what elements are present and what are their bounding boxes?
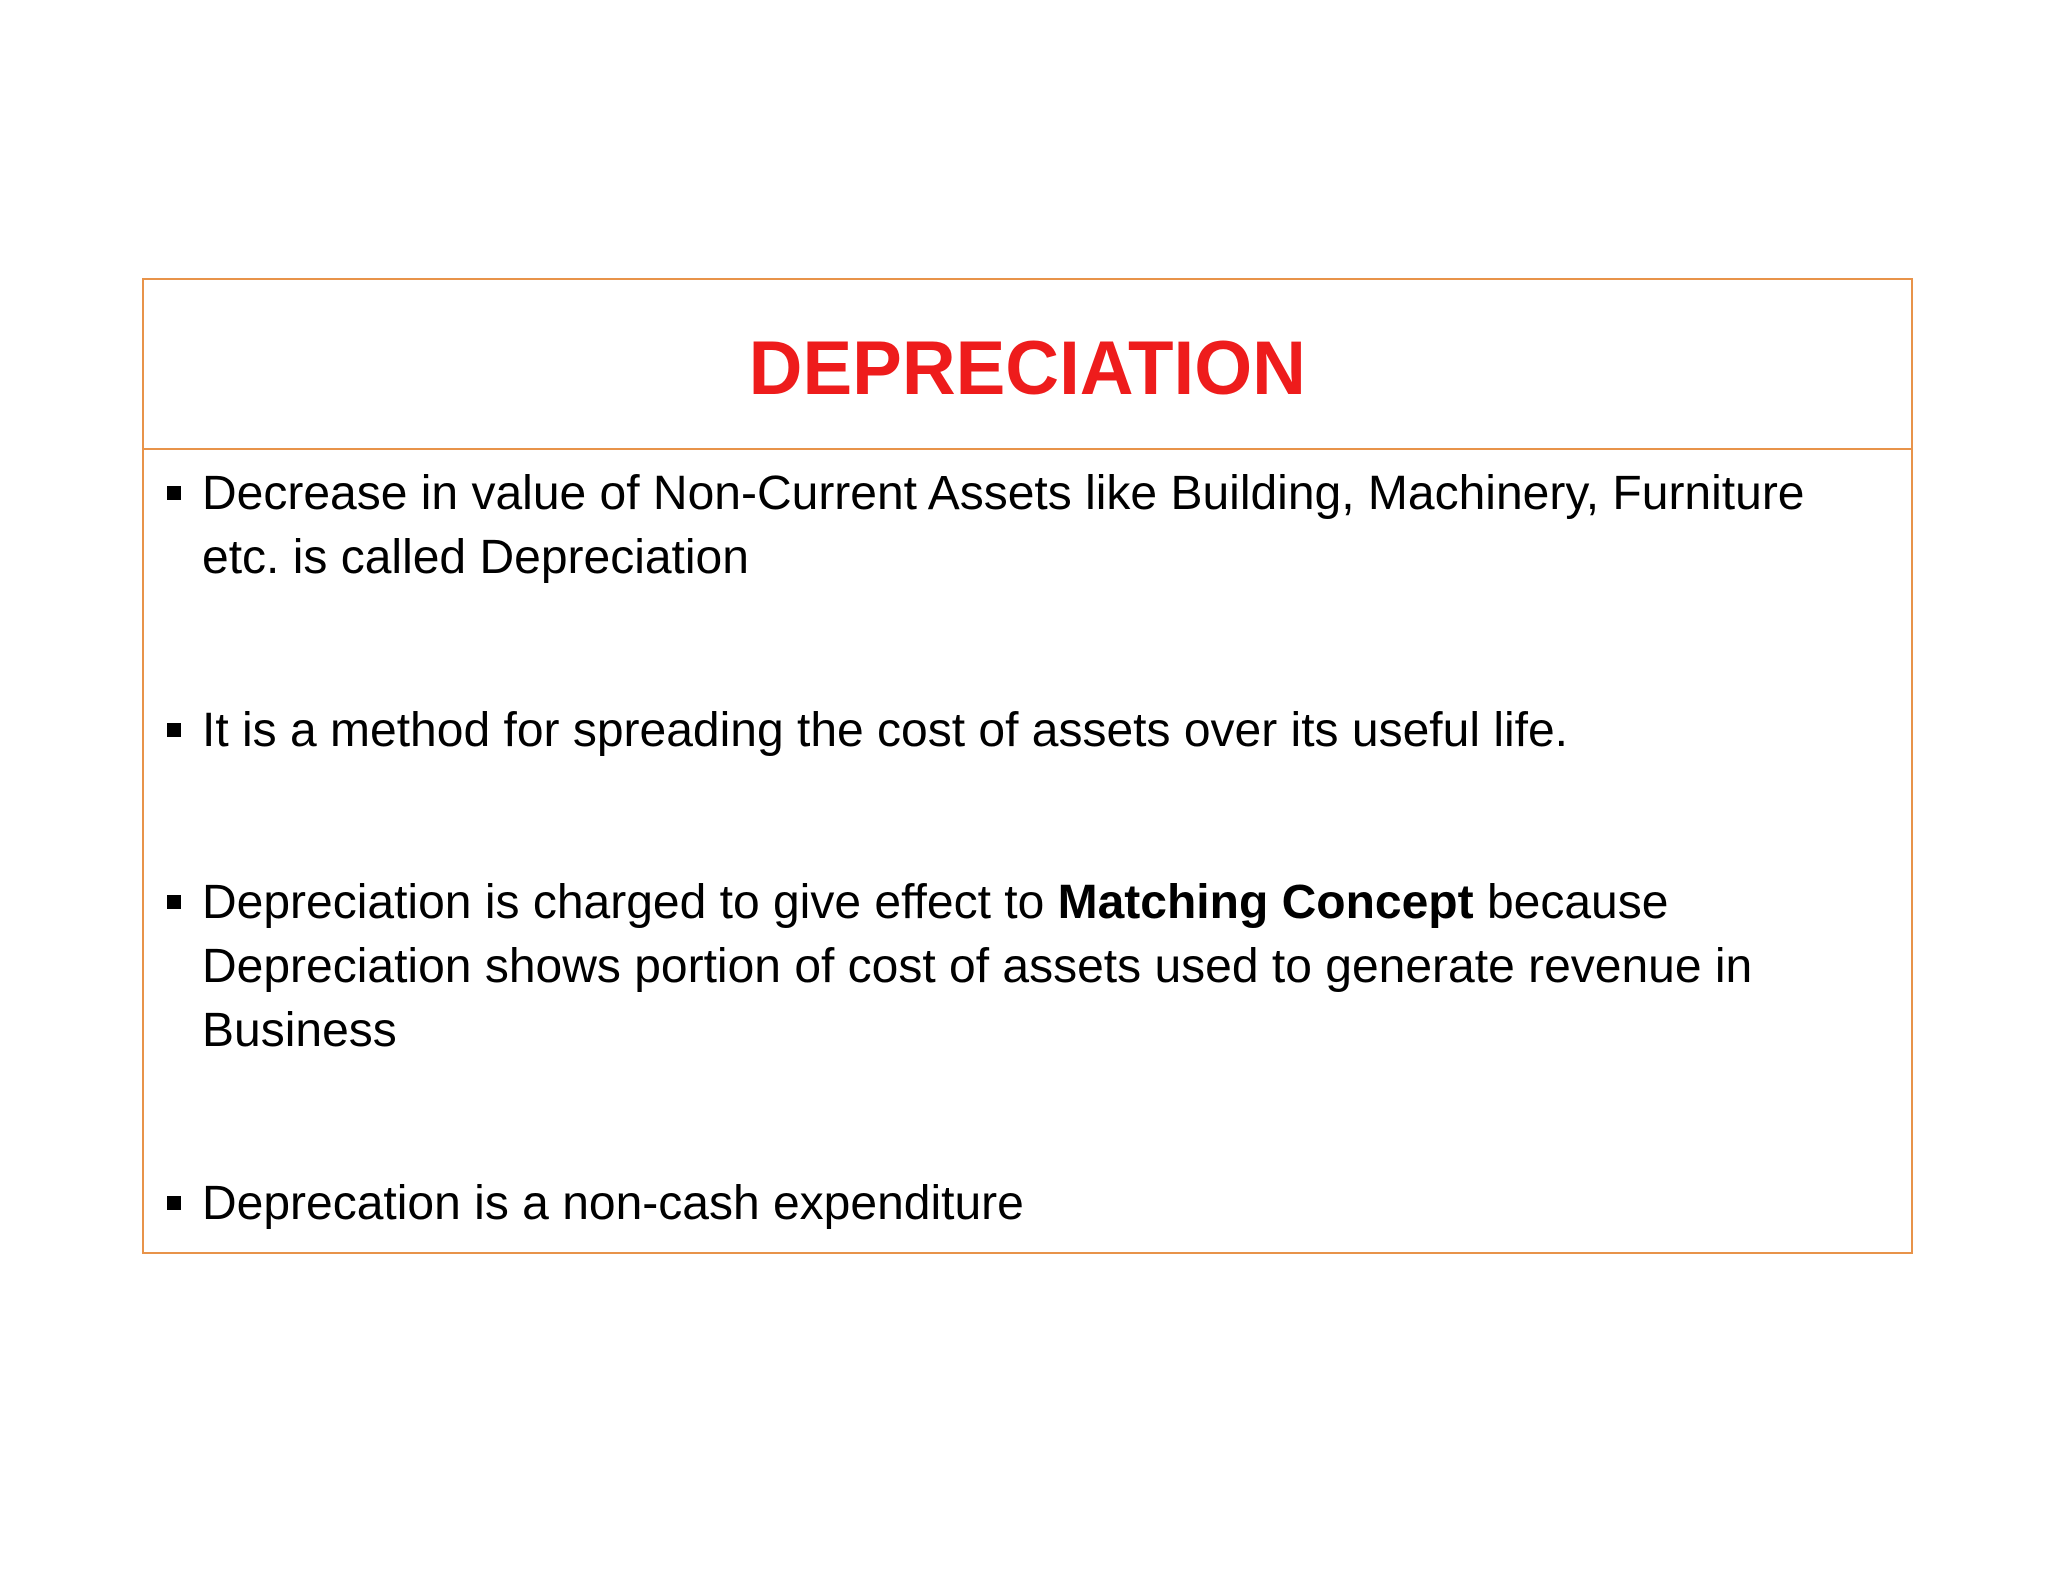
square-bullet-icon [167, 723, 181, 737]
bullet-item [202, 699, 1862, 763]
title-row [144, 280, 1911, 450]
bullet-text-after-emphasis: because Depreciation shows portion of cost of assets used to generate revenue in Business [202, 876, 1753, 1057]
bullet-item [202, 871, 1862, 1063]
slide-content-box [142, 278, 1913, 1254]
bullet-item [202, 1172, 1862, 1236]
bullet-text: It is a method for spreading the cost of assets over its useful life. [202, 704, 1569, 757]
bullet-text-before-emphasis: Depreciation is charged to give effect to [202, 876, 1058, 929]
slide-title: DEPRECIATION [748, 325, 1307, 411]
bullet-text: Decrease in value of Non-Current Assets like Building, Machinery, Furniture etc. is called Depreciation [202, 467, 1805, 584]
matching-concept-emphasis: Matching Concept [1057, 876, 1474, 929]
square-bullet-icon [167, 486, 181, 500]
square-bullet-icon [167, 1196, 181, 1210]
square-bullet-icon [167, 895, 181, 909]
bullet-item [202, 462, 1862, 590]
bullet-text: Deprecation is a non-cash expenditure [202, 1177, 1024, 1230]
